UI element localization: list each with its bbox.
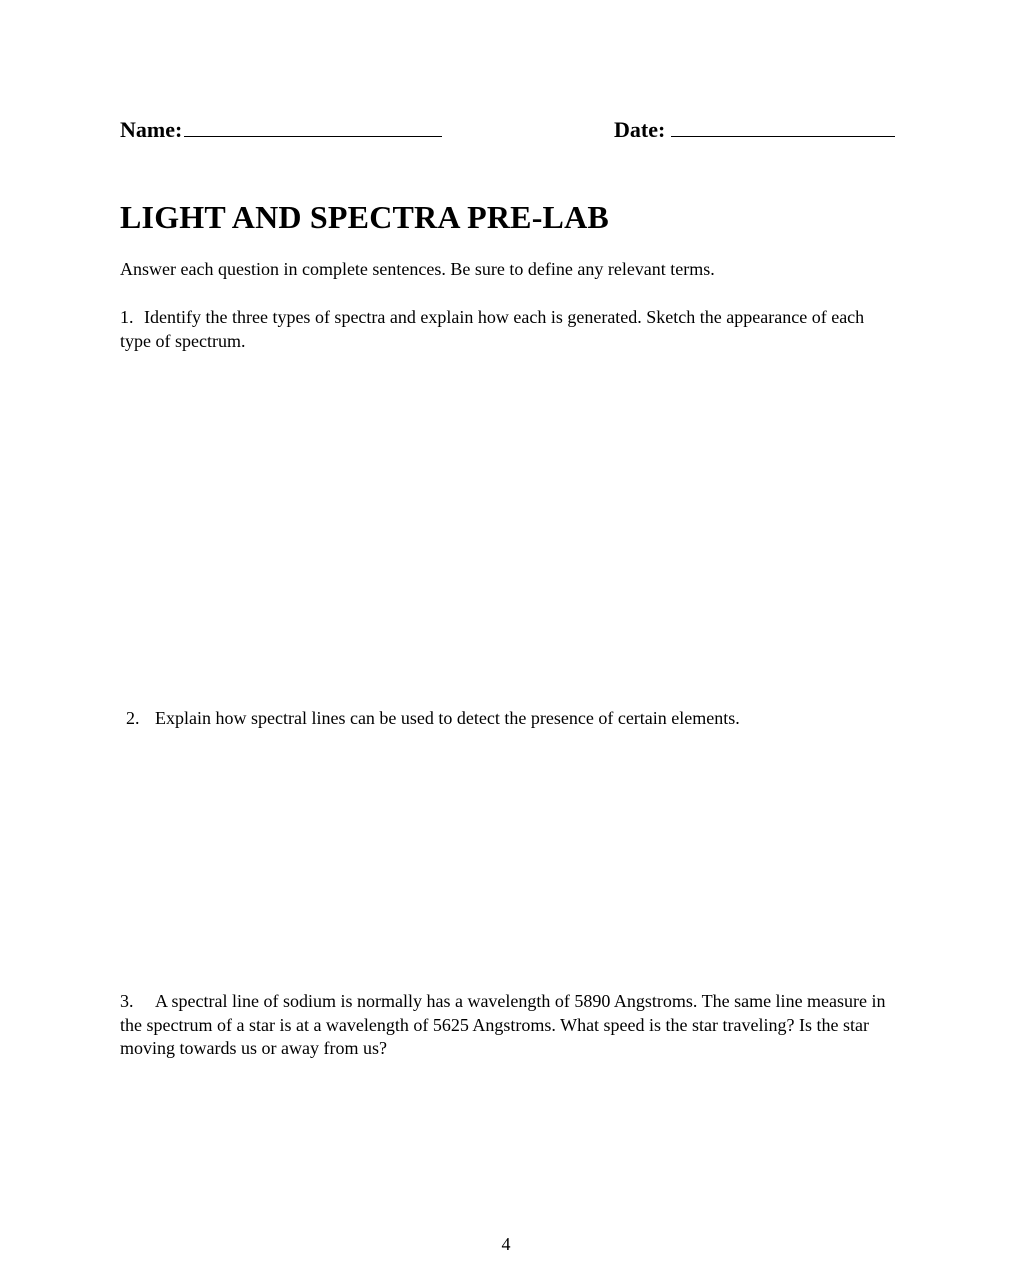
question-text: Explain how spectral lines can be used to detect the presence of certain elements.	[155, 708, 740, 728]
question-1	[120, 306, 890, 353]
question-3	[120, 990, 890, 1061]
question-number: 3.	[120, 991, 134, 1011]
question-number: 2.	[126, 708, 140, 728]
name-field	[120, 116, 442, 144]
instructions-text: Answer each question in complete sentences. Be sure to define any relevant terms.	[120, 259, 715, 279]
date-label: Date:	[614, 117, 666, 142]
question-number: 1.	[120, 307, 134, 327]
page-number: 4	[501, 1234, 511, 1254]
date-blank-line	[671, 116, 895, 137]
question-text: Identify the three types of spectra and explain how each is generated. Sketch the appearance of each type of spectrum.	[120, 307, 865, 351]
date-field	[614, 116, 895, 144]
name-label: Name:	[120, 117, 183, 142]
question-2	[126, 707, 886, 731]
question-text: A spectral line of sodium is normally has a wavelength of 5890 Angstroms. The same line measure in the spectrum of a star is at a wavelength of 5625 Angstroms. What speed is the star traveling? Is the star moving towards us or away from us?	[120, 991, 886, 1058]
page-title: LIGHT AND SPECTRA PRE-LAB	[120, 199, 609, 235]
name-blank-line	[184, 116, 442, 137]
